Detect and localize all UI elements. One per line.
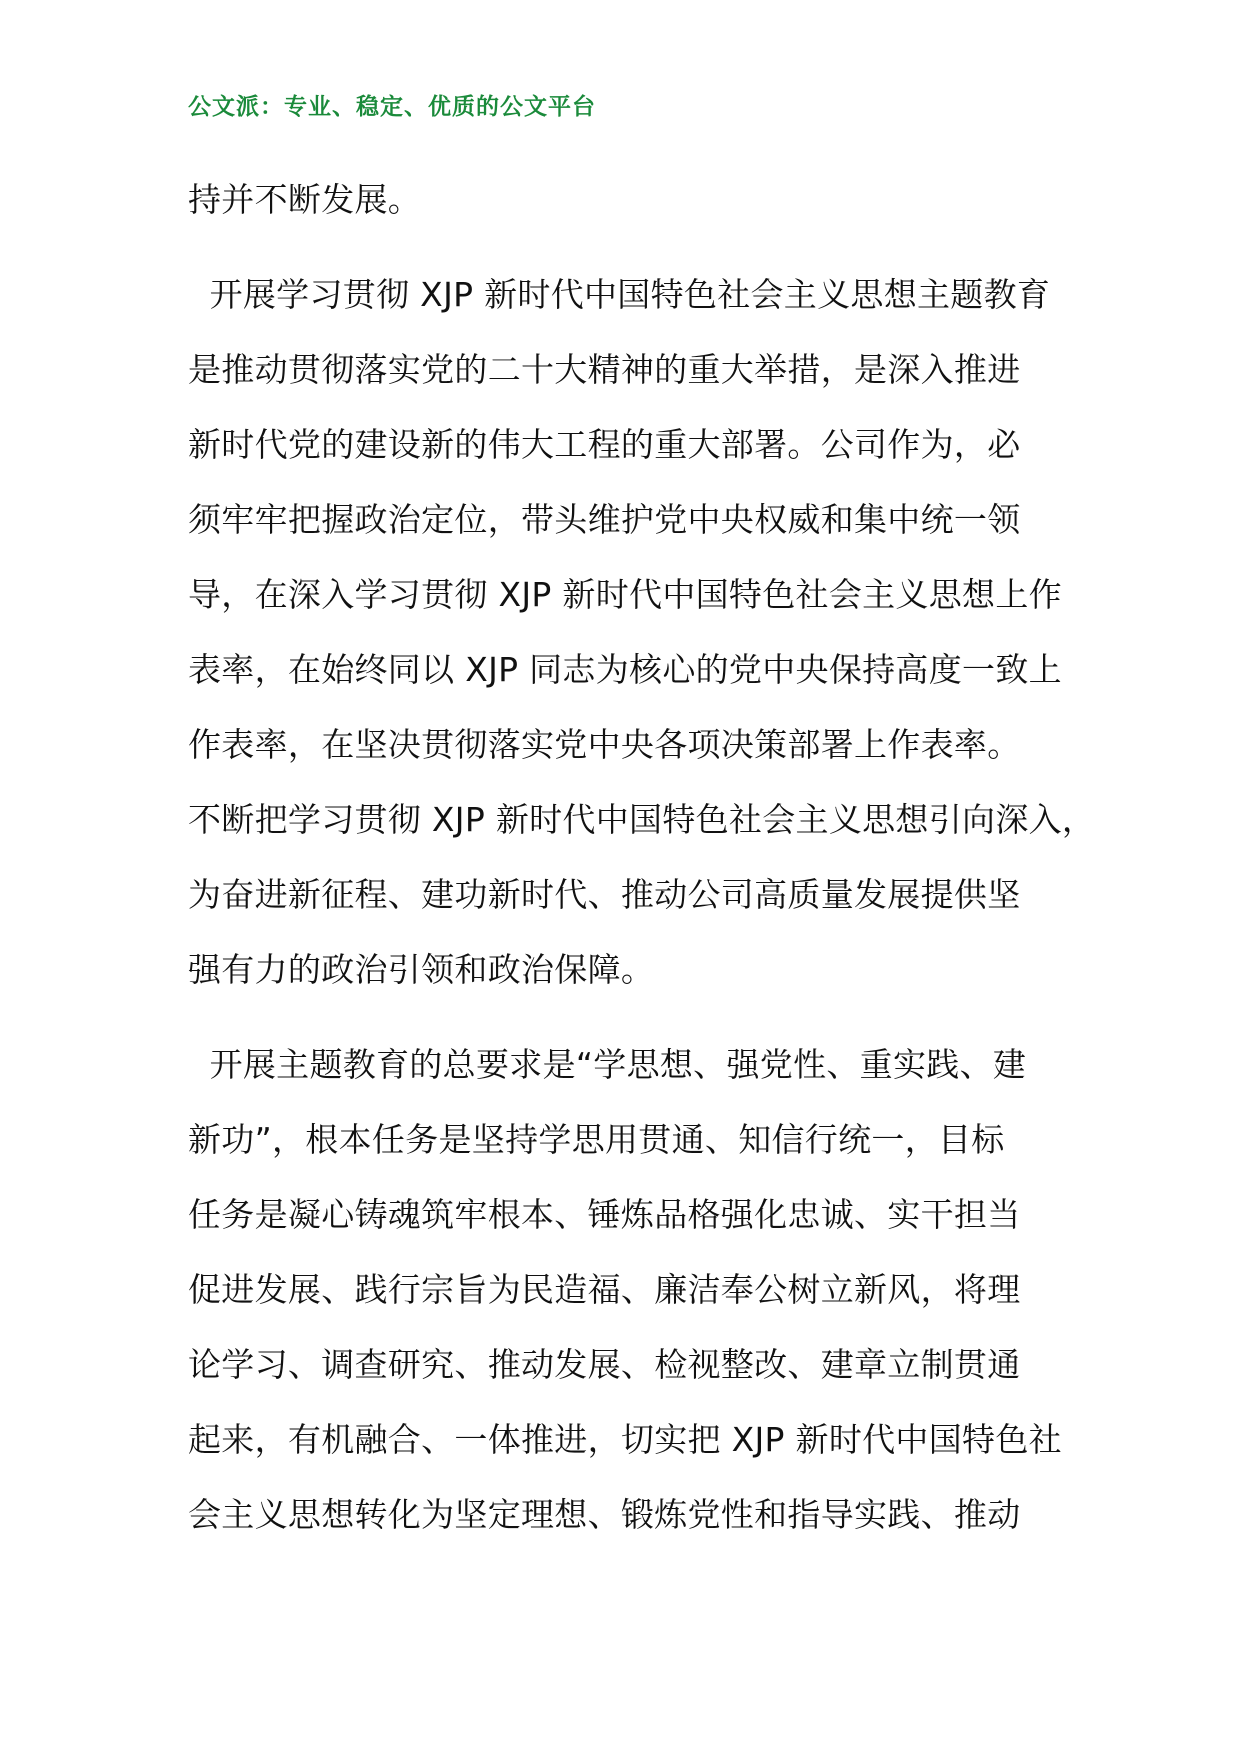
paragraph-2 — [188, 257, 1096, 1007]
text-line: 论学习、调查研究、推动发展、检视整改、建章立制贯通 — [188, 1345, 1021, 1384]
text-line: 起来，有机融合、一体推进，切实把 XJP 新时代中国特色社 — [188, 1420, 1062, 1459]
text-line: 为奋进新征程、建功新时代、推动公司高质量发展提供坚 — [188, 875, 1021, 914]
text-line: 导，在深入学习贯彻 XJP 新时代中国特色社会主义思想上作 — [188, 575, 1062, 614]
text-line: 作表率，在坚决贯彻落实党中央各项决策部署上作表率。 — [188, 725, 1021, 764]
text-line: 强有力的政治引领和政治保障。 — [188, 950, 655, 989]
text-line: 持并不断发展。 — [188, 180, 422, 219]
text-line: 开展主题教育的总要求是“学思想、强党性、重实践、建 — [188, 1045, 1027, 1084]
text-line: 任务是凝心铸魂筑牢根本、锤炼品格强化忠诚、实干担当 — [188, 1195, 1021, 1234]
site-header-title: 公文派：专业、稳定、优质的公文平台 — [188, 93, 596, 120]
text-line: 新功”，根本任务是坚持学思用贯通、知信行统一，目标 — [188, 1120, 1005, 1159]
text-line: 新时代党的建设新的伟大工程的重大部署。公司作为，必 — [188, 425, 1021, 464]
text-line: 须牢牢把握政治定位，带头维护党中央权威和集中统一领 — [188, 500, 1021, 539]
document-body — [188, 162, 1096, 1552]
text-line: 不断把学习贯彻 XJP 新时代中国特色社会主义思想引向深入， — [188, 800, 1096, 839]
text-line: 表率，在始终同以 XJP 同志为核心的党中央保持高度一致上 — [188, 650, 1062, 689]
text-line: 开展学习贯彻 XJP 新时代中国特色社会主义思想主题教育 — [188, 275, 1051, 314]
text-line: 是推动贯彻落实党的二十大精神的重大举措，是深入推进 — [188, 350, 1021, 389]
text-line: 会主义思想转化为坚定理想、锻炼党性和指导实践、推动 — [188, 1495, 1021, 1534]
paragraph-3 — [188, 1027, 1078, 1552]
paragraph-1 — [188, 162, 1078, 237]
text-line: 促进发展、践行宗旨为民造福、廉洁奉公树立新风，将理 — [188, 1270, 1021, 1309]
